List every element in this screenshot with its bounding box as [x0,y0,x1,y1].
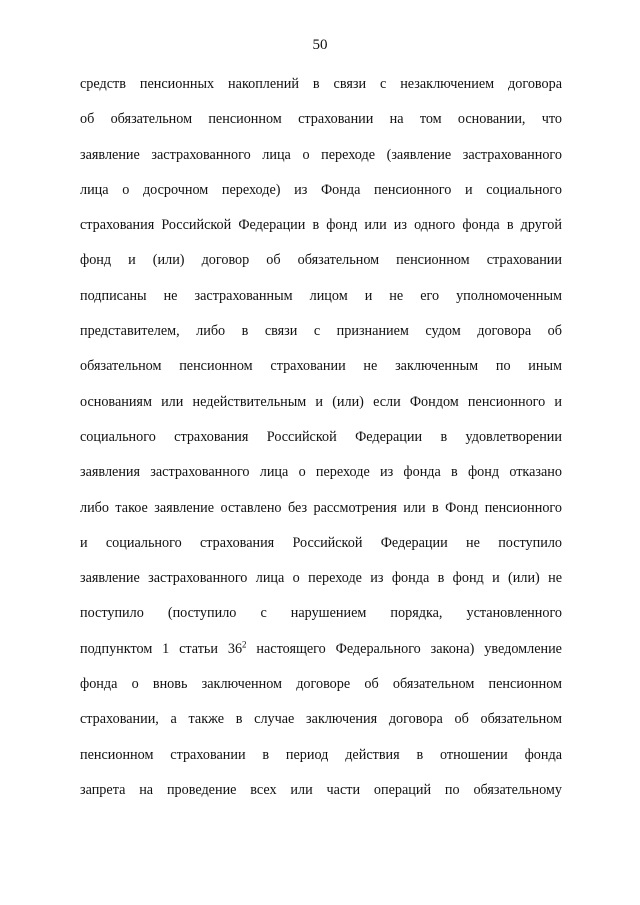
text-line: запрета на проведение всех или части операций по обязательному [80,781,562,798]
text-line: заявление застрахованного лица о переходе (заявление застрахованного [80,146,562,163]
text-line: и социального страхования Российской Федерации не поступило [80,534,562,551]
superscript: 2 [242,639,247,650]
text-line: пенсионном страховании в период действия в отношении фонда [80,746,562,763]
text-line: средств пенсионных накоплений в связи с незаключением договора [80,76,562,92]
text-line: страховании, а также в случае заключения договора об обязательном [80,711,562,728]
page-number: 50 [312,37,328,53]
text-line-with-superscript [80,639,562,674]
text-line: обязательном пенсионном страховании не заключенным по иным [80,358,562,375]
text-line: представителем, либо в связи с признанием судом договора об [80,323,562,340]
text-line: фонд и (или) договор об обязательном пенсионном страховании [80,252,562,269]
text-line: социального страхования Российской Федерации в удовлетворении [80,428,562,445]
text-line: заявления застрахованного лица о переходе из фонда в фонд отказано [80,464,562,481]
text-line: поступило (поступило с нарушением порядка, установленного [80,605,562,622]
body-text [80,74,562,815]
text-line: основаниям или недействительным и (или) если Фондом пенсионного и [80,393,562,410]
text-line: страхования Российской Федерации в фонд или из одного фонда в другой [80,217,562,234]
text-line: фонда о вновь заключенном договоре об обязательном пенсионном [80,676,562,693]
text-line: либо такое заявление оставлено без рассмотрения или в Фонд пенсионного [80,499,562,516]
text-fragment: подпунктом 1 статьи 36 [80,640,243,657]
text-line: подписаны не застрахованным лицом и не его уполномоченным [80,287,562,304]
text-fragment: настоящего Федерального закона) уведомление [246,640,562,657]
text-line: об обязательном пенсионном страховании на том основании, что [80,111,562,128]
text-line: заявление застрахованного лица о переходе из фонда в фонд и (или) не [80,570,562,587]
text-line: лица о досрочном переходе) из Фонда пенсионного и социального [80,181,562,198]
